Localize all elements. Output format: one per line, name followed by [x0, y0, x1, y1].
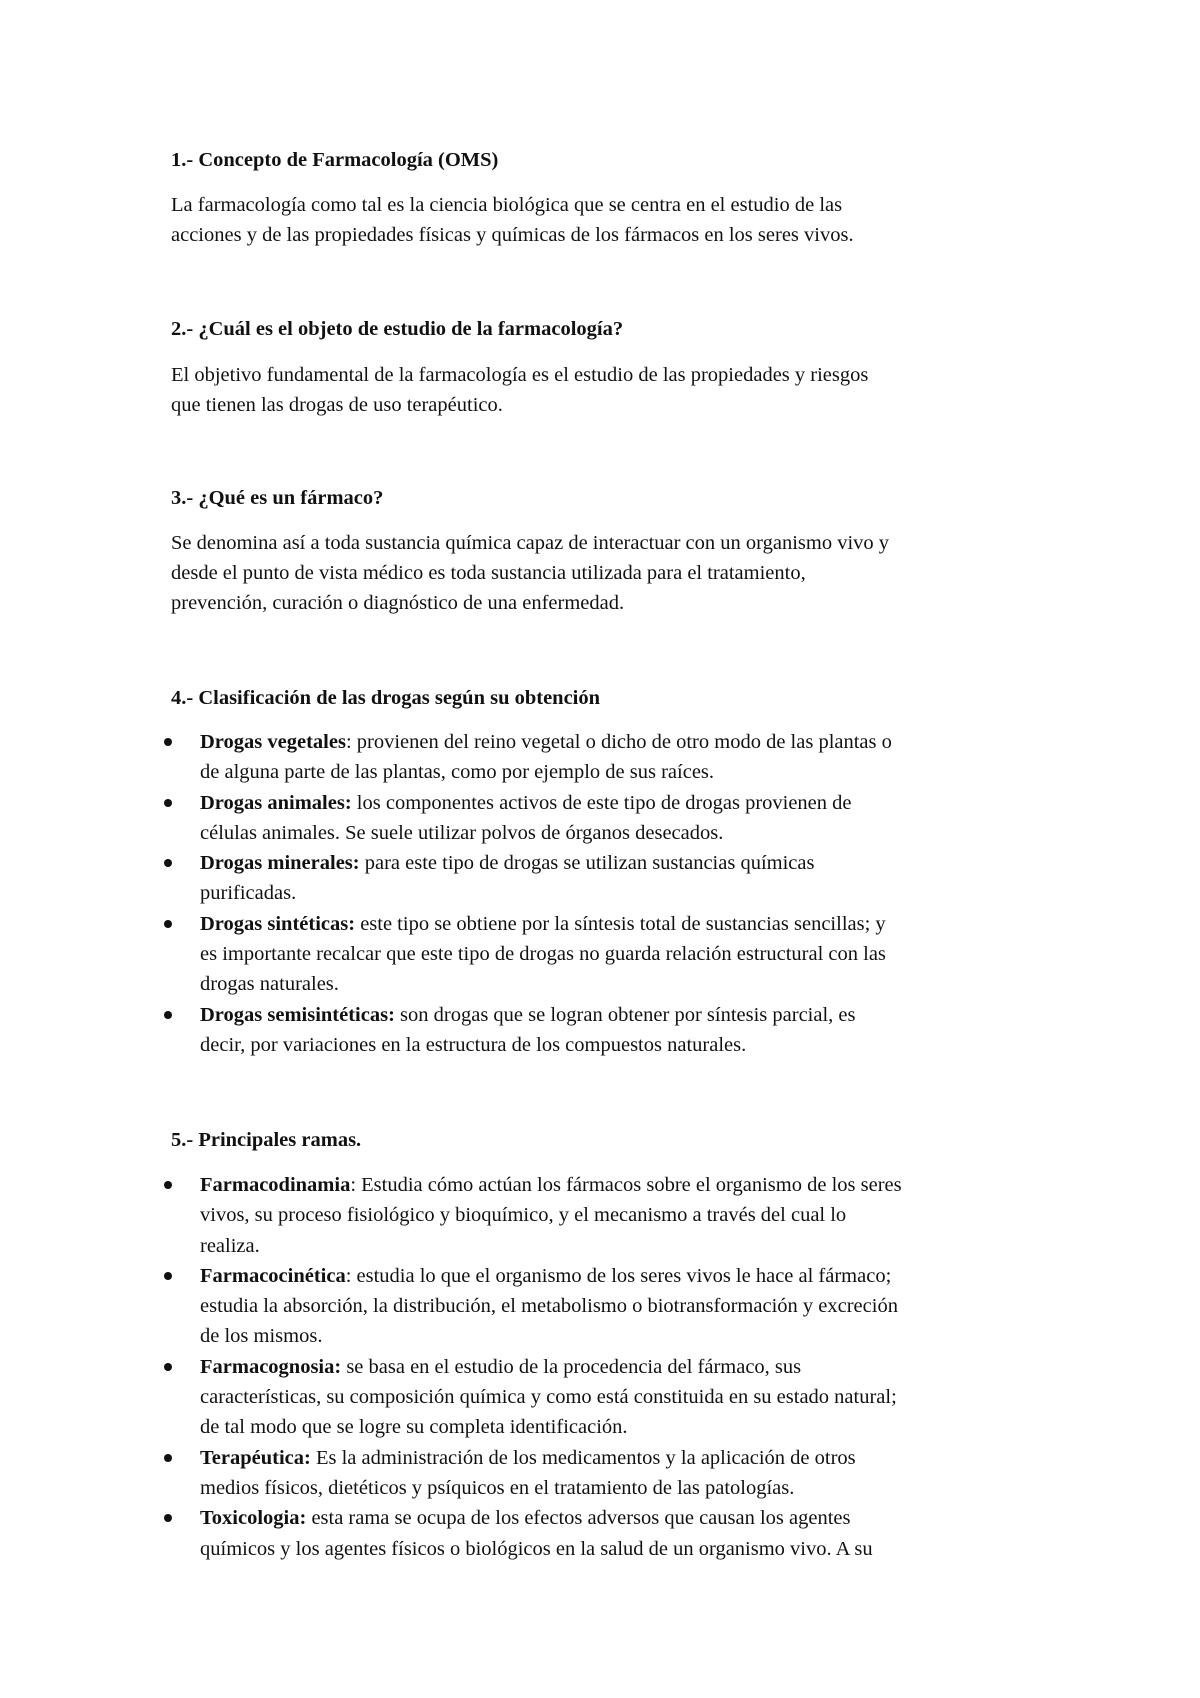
item-text: : provienen del reino vegetal o dicho de otro modo de las plantas o	[345, 731, 892, 753]
item-text: los componentes activos de este tipo de drogas provienen de	[351, 791, 852, 814]
item-term: Terapéutica:	[200, 1446, 311, 1469]
list-item	[160, 1352, 1060, 1443]
list-item	[160, 1170, 1060, 1261]
item-term: Drogas minerales:	[200, 852, 360, 875]
bullet-icon	[164, 920, 172, 928]
item-text: son drogas que se logran obtener por síntesis parcial, es	[394, 1003, 856, 1026]
list-item	[160, 1443, 1060, 1504]
item-first-line	[200, 1352, 1060, 1382]
section-2-heading: 2.- ¿Cuál es el objeto de estudio de la farmacología?	[171, 318, 624, 340]
bullet-icon	[164, 859, 172, 867]
item-first-line	[200, 727, 1060, 757]
list-item	[160, 848, 1060, 909]
item-first-line	[200, 788, 1060, 818]
section-1-paragraph	[171, 190, 1051, 250]
item-text: esta rama se ocupa de los efectos adversos que causan los agentes	[306, 1507, 851, 1530]
item-text: : estudia lo que el organismo de los seres vivos le hace al fármaco;	[345, 1264, 892, 1287]
drug-classification-list	[160, 727, 1060, 1060]
item-first-line	[200, 909, 1060, 939]
item-line: drogas naturales.	[200, 973, 339, 996]
item-text: : Estudia cómo actúan los fármacos sobre el organismo de los seres	[350, 1174, 902, 1196]
item-term: Drogas animales:	[200, 791, 352, 814]
item-text: se basa en el estudio de la procedencia del fármaco, sus	[341, 1355, 802, 1378]
paragraph-line: La farmacología como tal es la ciencia biológica que se centra en el estudio de las	[171, 194, 843, 216]
item-term: Toxicologia:	[200, 1507, 307, 1530]
bullet-icon	[164, 1011, 172, 1019]
item-term: Farmacocinética	[200, 1264, 346, 1287]
item-text: este tipo se obtiene por la síntesis total de sustancias sencillas; y	[355, 912, 886, 935]
item-line: decir, por variaciones en la estructura de los compuestos naturales.	[200, 1033, 747, 1056]
item-line: es importante recalcar que este tipo de drogas no guarda relación estructural con las	[200, 943, 886, 966]
item-line: de los mismos.	[200, 1325, 323, 1348]
section-3-paragraph	[171, 528, 1051, 618]
section-2-paragraph	[171, 360, 1051, 420]
item-line: células animales. Se suele utilizar polvos de órganos desecados.	[200, 821, 724, 844]
section-5-heading: 5.- Principales ramas.	[171, 1129, 362, 1151]
item-text: Es la administración de los medicamentos y la aplicación de otros	[310, 1446, 856, 1469]
item-line: vivos, su proceso fisiológico y bioquímico, y el mecanismo a través del cual lo	[200, 1204, 847, 1227]
item-line: estudia la absorción, la distribución, el metabolismo o biotransformación y excreción	[200, 1295, 898, 1318]
section-3-heading: 3.- ¿Qué es un fármaco?	[171, 487, 384, 509]
item-first-line	[200, 1170, 1060, 1200]
section-1-heading: 1.- Concepto de Farmacología (OMS)	[171, 149, 499, 171]
item-line: de alguna parte de las plantas, como por ejemplo de sus raíces.	[200, 761, 715, 784]
item-first-line	[200, 1261, 1060, 1291]
item-first-line	[200, 1443, 1060, 1473]
branches-list	[160, 1170, 1060, 1564]
item-term: Farmacodinamia	[200, 1174, 351, 1196]
item-text: para este tipo de drogas se utilizan sustancias químicas	[359, 852, 815, 875]
paragraph-line: prevención, curación o diagnóstico de una enfermedad.	[171, 592, 625, 614]
item-line: medios físicos, dietéticos y psíquicos en el tratamiento de las patologías.	[200, 1476, 795, 1499]
bullet-icon	[164, 1181, 172, 1189]
item-line: realiza.	[200, 1234, 260, 1257]
item-line: químicos y los agentes físicos o biológicos en la salud de un organismo vivo. A su	[200, 1537, 873, 1560]
bullet-icon	[164, 1454, 172, 1462]
item-line: características, su composición química y como está constituida en su estado natural;	[200, 1386, 897, 1409]
item-first-line	[200, 1503, 1060, 1533]
bullet-icon	[164, 1514, 172, 1522]
item-term: Farmacognosia:	[200, 1355, 342, 1378]
paragraph-line: que tienen las drogas de uso terapéutico.	[171, 394, 503, 416]
item-line: de tal modo que se logre su completa identificación.	[200, 1416, 628, 1439]
item-first-line	[200, 1000, 1060, 1030]
item-term: Drogas vegetales	[200, 731, 346, 753]
list-item	[160, 1000, 1060, 1061]
bullet-icon	[164, 799, 172, 807]
list-item	[160, 727, 1060, 788]
paragraph-line: acciones y de las propiedades físicas y químicas de los fármacos en los seres vivos.	[171, 224, 854, 246]
paragraph-line: El objetivo fundamental de la farmacología es el estudio de las propiedades y riesgos	[171, 364, 869, 386]
list-item	[160, 1261, 1060, 1352]
list-item	[160, 788, 1060, 849]
item-term: Drogas semisintéticas:	[200, 1003, 395, 1026]
section-4-heading: 4.- Clasificación de las drogas según su obtención	[171, 687, 601, 709]
item-term: Drogas sintéticas:	[200, 912, 356, 935]
item-first-line	[200, 848, 1060, 878]
list-item	[160, 1503, 1060, 1564]
paragraph-line: Se denomina así a toda sustancia química capaz de interactuar con un organismo vivo y	[171, 532, 890, 554]
bullet-icon	[164, 1363, 172, 1371]
paragraph-line: desde el punto de vista médico es toda sustancia utilizada para el tratamiento,	[171, 562, 806, 584]
bullet-icon	[164, 1272, 172, 1280]
list-item	[160, 909, 1060, 1000]
bullet-icon	[164, 738, 172, 746]
item-line: purificadas.	[200, 882, 297, 905]
